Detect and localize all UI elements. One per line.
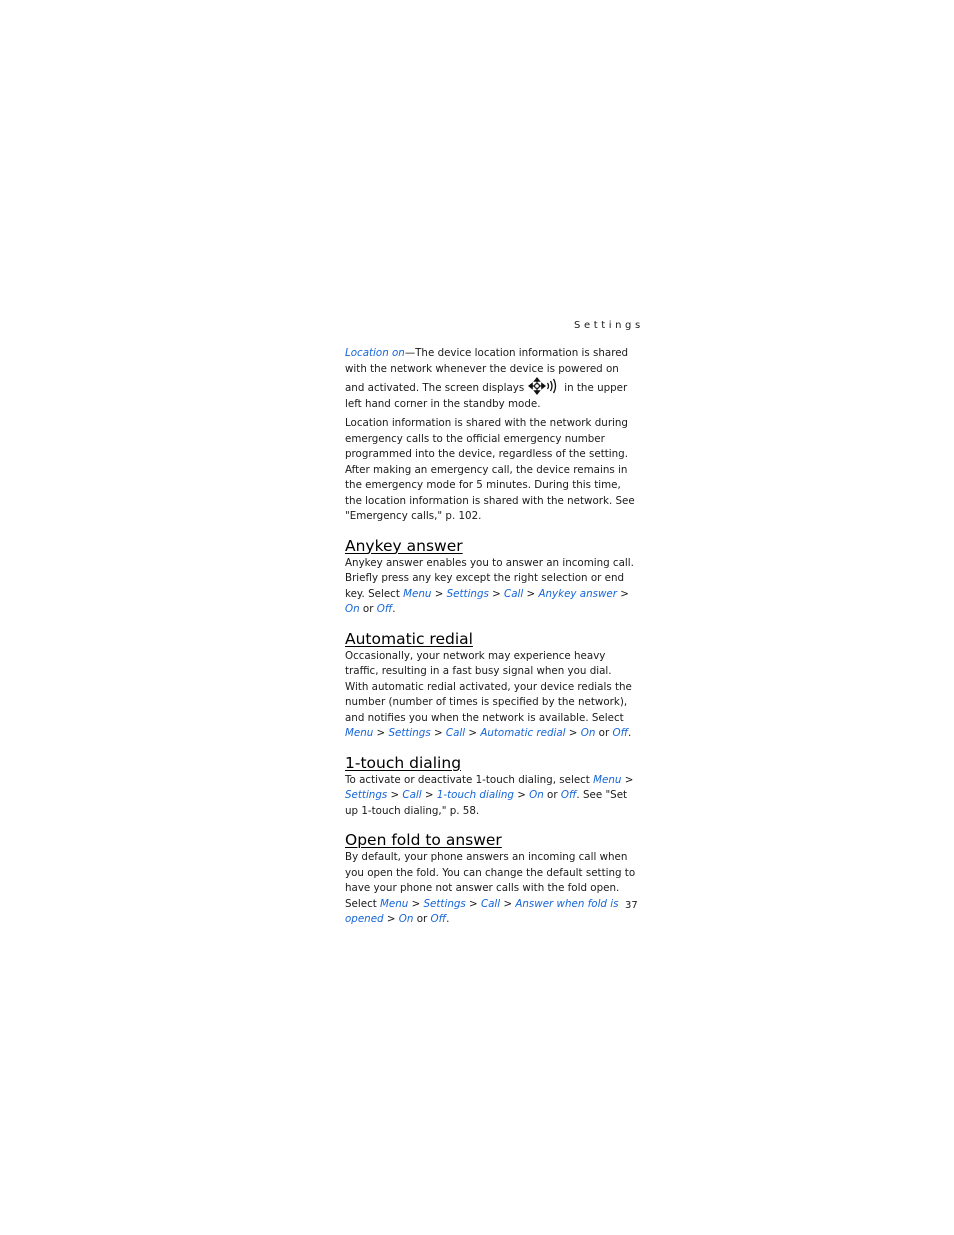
onetouch-paragraph: To activate or deactivate 1-touch dialing, select Menu > Settings > Call > 1-touch dialing > On or Off. See "Set up 1-touch dialing," p. 58.	[345, 773, 634, 817]
nav-settings: Settings	[345, 789, 388, 801]
nav-call: Call	[480, 897, 501, 910]
location-info-paragraph: Location information is shared with the network during emergency calls to the official emergency number programmed into the device, regardless of the setting. After making an emergency call, the device remains in the emergency mode for 5 minutes. During this time, the location information is shared with the network. See "Emergency calls," p. 102.	[345, 417, 635, 522]
nav-menu: Menu	[345, 727, 374, 739]
or-text: or	[547, 789, 558, 801]
nav-menu: Menu	[380, 897, 409, 910]
content-column	[345, 346, 637, 928]
nav-anykey-answer: Anykey answer	[538, 587, 617, 600]
onetouch-heading: 1-touch dialing	[345, 753, 462, 772]
nav-on: On	[580, 727, 596, 739]
nav-settings: Settings	[446, 587, 489, 600]
location-on-term: Location on	[345, 347, 405, 359]
nav-off: Off	[560, 789, 577, 801]
nav-off: Off	[376, 603, 393, 615]
openfold-end: .	[446, 913, 450, 925]
nav-off: Off	[612, 727, 629, 739]
nav-answer-when-fold-is-opened: Answer when fold is opened	[345, 897, 619, 925]
onetouch-text: To activate or deactivate 1-touch dialing, select	[345, 773, 590, 786]
onetouch-section	[345, 753, 637, 820]
redial-section	[345, 629, 637, 742]
redial-heading: Automatic redial	[345, 629, 473, 648]
nav-call: Call	[445, 727, 466, 739]
nav-call: Call	[402, 789, 422, 801]
onetouch-end: . See "Set up 1-touch dialing," p. 58.	[345, 789, 628, 817]
nav-on: On	[529, 789, 544, 801]
openfold-heading: Open fold to answer	[345, 831, 502, 849]
openfold-section	[345, 830, 637, 928]
nav-off: Off	[430, 913, 447, 925]
redial-paragraph: Occasionally, your network may experience heavy traffic, resulting in a fast busy signal when you dial. With automatic redial activated, your device redials the number (number of times is specified by the network), and notifies you when the network is available. Select Menu > Settings > Call > Automatic redial > On or Off.	[345, 649, 632, 739]
nav-automatic-redial: Automatic redial	[480, 727, 566, 739]
openfold-paragraph: By default, your phone answers an incoming call when you open the fold. You can change the default setting to have your phone not answer calls with the fold open. Select Menu > Settings > Call > Answer when fold is opened > On or Off.	[345, 851, 636, 925]
nav-settings: Settings	[388, 727, 431, 739]
anykey-end: .	[392, 603, 396, 615]
nav-1-touch-dialing: 1-touch dialing	[436, 789, 514, 801]
nav-menu: Menu	[593, 773, 622, 786]
page-number: 37	[625, 900, 638, 911]
redial-end: .	[628, 727, 632, 739]
nav-on: On	[398, 913, 414, 925]
nav-call: Call	[504, 587, 524, 600]
location-on-text-a: —The device location information is shared with the network whenever the device is powered on and activated. The screen displays	[345, 347, 629, 394]
anykey-section	[345, 536, 637, 618]
location-on-paragraph	[345, 346, 637, 412]
openfold-text: By default, your phone answers an incoming call when you open the fold. You can change the default setting to have your phone not answer calls with the fold open. Select	[345, 851, 636, 910]
nav-on: On	[345, 603, 360, 615]
location-on-text-b: in the upper left hand corner in the standby mode.	[345, 382, 628, 410]
anykey-heading: Anykey answer	[345, 536, 463, 555]
anykey-paragraph: Anykey answer enables you to answer an incoming call. Briefly press any key except the right selection or end key. Select Menu > Settings > Call > Anykey answer > On or Off.	[345, 556, 634, 615]
redial-text: Occasionally, your network may experience heavy traffic, resulting in a fast busy signal when you dial. With automatic redial activated, your device redials the number (number of times is specified by the network), and notifies you when the network is available. Select	[345, 649, 632, 724]
or-text: or	[598, 727, 610, 739]
or-text: or	[362, 603, 374, 615]
nav-menu: Menu	[403, 587, 432, 600]
location-broadcast-icon	[528, 377, 560, 395]
nav-settings: Settings	[423, 897, 466, 910]
running-head: Settings	[574, 320, 644, 331]
anykey-text: Anykey answer enables you to answer an incoming call. Briefly press any key except the right selection or end key. Select	[345, 556, 634, 600]
or-text: or	[416, 913, 428, 925]
